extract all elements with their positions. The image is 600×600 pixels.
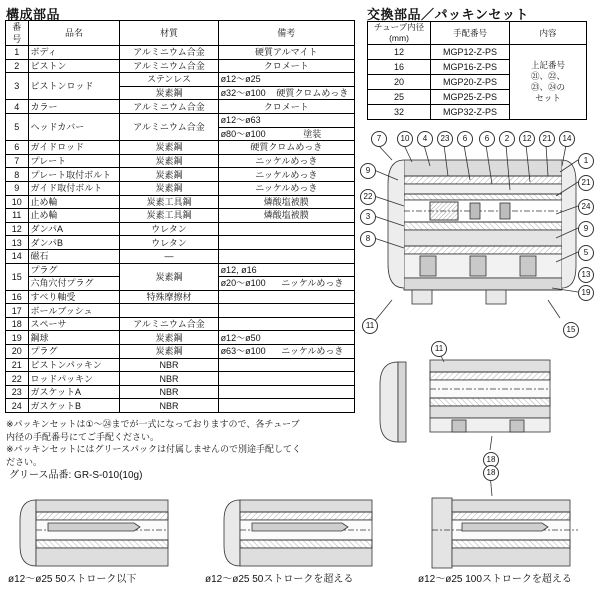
cell-remarks: 燐酸塩被膜 [218,195,354,209]
col-material: 材質 [120,21,218,46]
cell-material: アルミニウム合金 [120,100,218,114]
cell-no: 17 [6,304,29,318]
cell-remarks-note: ニッケルめっき [281,346,344,357]
cell-material: NBR [120,385,218,399]
cell-no: 20 [6,345,29,359]
cell-remarks: ø12, ø16 [218,263,354,277]
cell-name: ダンパA [28,222,120,236]
cell-name: 六角穴付プラグ [28,277,120,291]
cell-remarks: ø12～ø50 [218,331,354,345]
callout-7: 7 [371,131,387,147]
cell-remarks: 燐酸塩被膜 [218,209,354,223]
kit-bore: 16 [368,60,431,75]
grease-part-number: グリース品番: GR-S-010(10g) [9,470,143,481]
cell-remarks-range: ø80～ø100 [220,128,266,139]
kit-part-number: MGP12-Z-PS [431,45,510,60]
cell-name: 止め輪 [28,195,120,209]
cell-remarks: 硬質アルマイト [218,46,354,60]
cell-material: 炭素鋼 [120,168,218,182]
callout-12: 12 [519,131,535,147]
kit-part-number: MGP32-Z-PS [431,105,510,120]
cell-remarks: クロメート [218,59,354,73]
cell-material: 炭素鋼 [120,331,218,345]
kit-col-content: 内容 [510,22,587,45]
cell-name: プラグ [28,345,120,359]
cell-remarks: クロメート [218,100,354,114]
callout-6a: 6 [457,131,473,147]
cell-remarks: ø12～ø63 [218,113,354,127]
note-line: ※パッキンセットにはグリースパックは付属しませんので別途手配してく [6,444,302,454]
cell-material: 炭素鋼 [120,86,218,100]
callout-19: 19 [578,285,594,301]
callout-9l: 9 [360,163,376,179]
callout-4: 4 [417,131,433,147]
cell-no: 18 [6,317,29,331]
cell-name: スペーサ [28,317,120,331]
callout-6b: 6 [479,131,495,147]
callout-10: 10 [397,131,413,147]
callout-22: 22 [360,189,376,205]
cell-no: 22 [6,372,29,386]
parts-heading: 構成部品 [6,7,61,22]
callout-21: 21 [539,131,555,147]
col-remarks: 備考 [218,21,354,46]
cell-name: プレート [28,154,120,168]
cell-no: 13 [6,236,29,250]
callout-11b: 11 [431,341,447,357]
cell-remarks: ニッケルめっき [218,181,354,195]
kit-part-number: MGP16-Z-PS [431,60,510,75]
cell-name: ピストンパッキン [28,358,120,372]
cell-remarks-note: 塗装 [303,128,322,139]
note-line: 内径の手配番号にてご手配ください。 [6,431,160,442]
cell-no: 19 [6,331,29,345]
cell-name: ボディ [28,46,120,60]
cell-material: NBR [120,399,218,413]
cell-no: 6 [6,141,29,155]
callout-2: 2 [499,131,515,147]
callout-18b: 18 [483,465,499,481]
cell-name: プラグ [28,263,120,277]
kit-bore: 25 [368,90,431,105]
cell-remarks: ø12～ø25 [218,73,354,87]
callout-13: 13 [578,267,594,283]
kit-bore: 32 [368,105,431,120]
cell-no: 5 [6,113,29,140]
cell-no: 14 [6,249,29,263]
cell-no: 8 [6,168,29,182]
callout-11: 11 [362,318,378,334]
cell-material: 炭素鋼 [120,263,218,290]
cell-no: 23 [6,385,29,399]
callout-3: 3 [360,209,376,225]
cell-name: すべり軸受 [28,290,120,304]
cell-material: アルミニウム合金 [120,113,218,140]
cell-remarks-note: 硬質クロムめっき [276,88,349,99]
cell-name: 磁石 [28,249,120,263]
cell-remarks: ニッケルめっき [218,168,354,182]
cell-no: 12 [6,222,29,236]
cell-material: 炭素工具鋼 [120,195,218,209]
cell-name: ガスケットB [28,399,120,413]
cell-no: 3 [6,73,29,100]
kit-col-partno: 手配番号 [431,22,510,45]
cell-remarks-range: ø32～ø100 [220,88,266,99]
callout-23: 23 [437,131,453,147]
cell-material: 炭素鋼 [120,345,218,359]
cell-material: アルミニウム合金 [120,46,218,60]
figure-caption-1: ø12～ø25 50ストローク以下 [8,574,137,585]
cell-no: 16 [6,290,29,304]
col-no: 番号 [6,21,29,46]
cell-name: ボールブッシュ [28,304,120,318]
cell-name: 止め輪 [28,209,120,223]
callout-1: 1 [578,153,594,169]
cell-remarks-note: ニッケルめっき [281,278,344,289]
cell-no: 10 [6,195,29,209]
cell-remarks: 硬質クロムめっき [218,141,354,155]
cell-material: ウレタン [120,236,218,250]
kit-col-bore: チューブ内径 (mm) [368,22,431,45]
callout-5: 5 [578,245,594,261]
cell-name: プレート取付ボルト [28,168,120,182]
cell-no: 15 [6,263,29,290]
callout-9r: 9 [578,221,594,237]
cell-remarks-range: ø20～ø100 [220,278,266,289]
cell-no: 2 [6,59,29,73]
cell-no: 1 [6,46,29,60]
kit-bore: 12 [368,45,431,60]
cell-no: 11 [6,209,29,223]
cell-no: 7 [6,154,29,168]
callout-14: 14 [559,131,575,147]
cell-no: 4 [6,100,29,114]
cell-name: ガスケットA [28,385,120,399]
figure-caption-3: ø12～ø25 100ストロークを超える [418,574,572,585]
cell-material: 炭素鋼 [120,154,218,168]
callout-15: 15 [563,322,579,338]
cell-name: ピストン [28,59,120,73]
cell-material: NBR [120,372,218,386]
figure-caption-2: ø12～ø25 50ストロークを超える [205,574,354,585]
callout-8: 8 [360,231,376,247]
cell-material: ステンレス [120,73,218,87]
callout-18: 18 [483,452,499,468]
cell-no: 24 [6,399,29,413]
cell-name: ピストンロッド [28,73,120,100]
kit-bore: 20 [368,75,431,90]
cell-material: 炭素工具鋼 [120,209,218,223]
cell-name: ヘッドカバー [28,113,120,140]
cell-material: ウレタン [120,222,218,236]
cell-material: 特殊摩擦材 [120,290,218,304]
note-line: ※パッキンセットは①～㉔までが一式になっておりますので、各チューブ [6,419,300,429]
cell-remarks: ニッケルめっき [218,154,354,168]
cell-no: 9 [6,181,29,195]
cell-name: カラー [28,100,120,114]
kit-part-number: MGP25-Z-PS [431,90,510,105]
cell-no: 21 [6,358,29,372]
cell-material: — [120,249,218,263]
cell-name: ガイド取付ボルト [28,181,120,195]
cell-material: アルミニウム合金 [120,59,218,73]
cell-material: 炭素鋼 [120,181,218,195]
kit-content: 上記番号 ㉑、㉒、 ㉓、㉔の セット [510,45,587,120]
cell-name: 鋼球 [28,331,120,345]
cell-material: NBR [120,358,218,372]
cell-name: ガイドロッド [28,141,120,155]
callout-24: 24 [578,199,594,215]
callout-21b: 21 [578,175,594,191]
cell-material: 炭素鋼 [120,141,218,155]
col-name: 品名 [28,21,120,46]
cell-remarks-range: ø63～ø100 [220,346,266,357]
kit-heading: 交換部品／パッキンセット [367,7,529,22]
kit-part-number: MGP20-Z-PS [431,75,510,90]
cell-name: ダンパB [28,236,120,250]
cell-name: ロッドパッキン [28,372,120,386]
cell-material: アルミニウム合金 [120,317,218,331]
note-line: ださい。 [6,456,43,467]
